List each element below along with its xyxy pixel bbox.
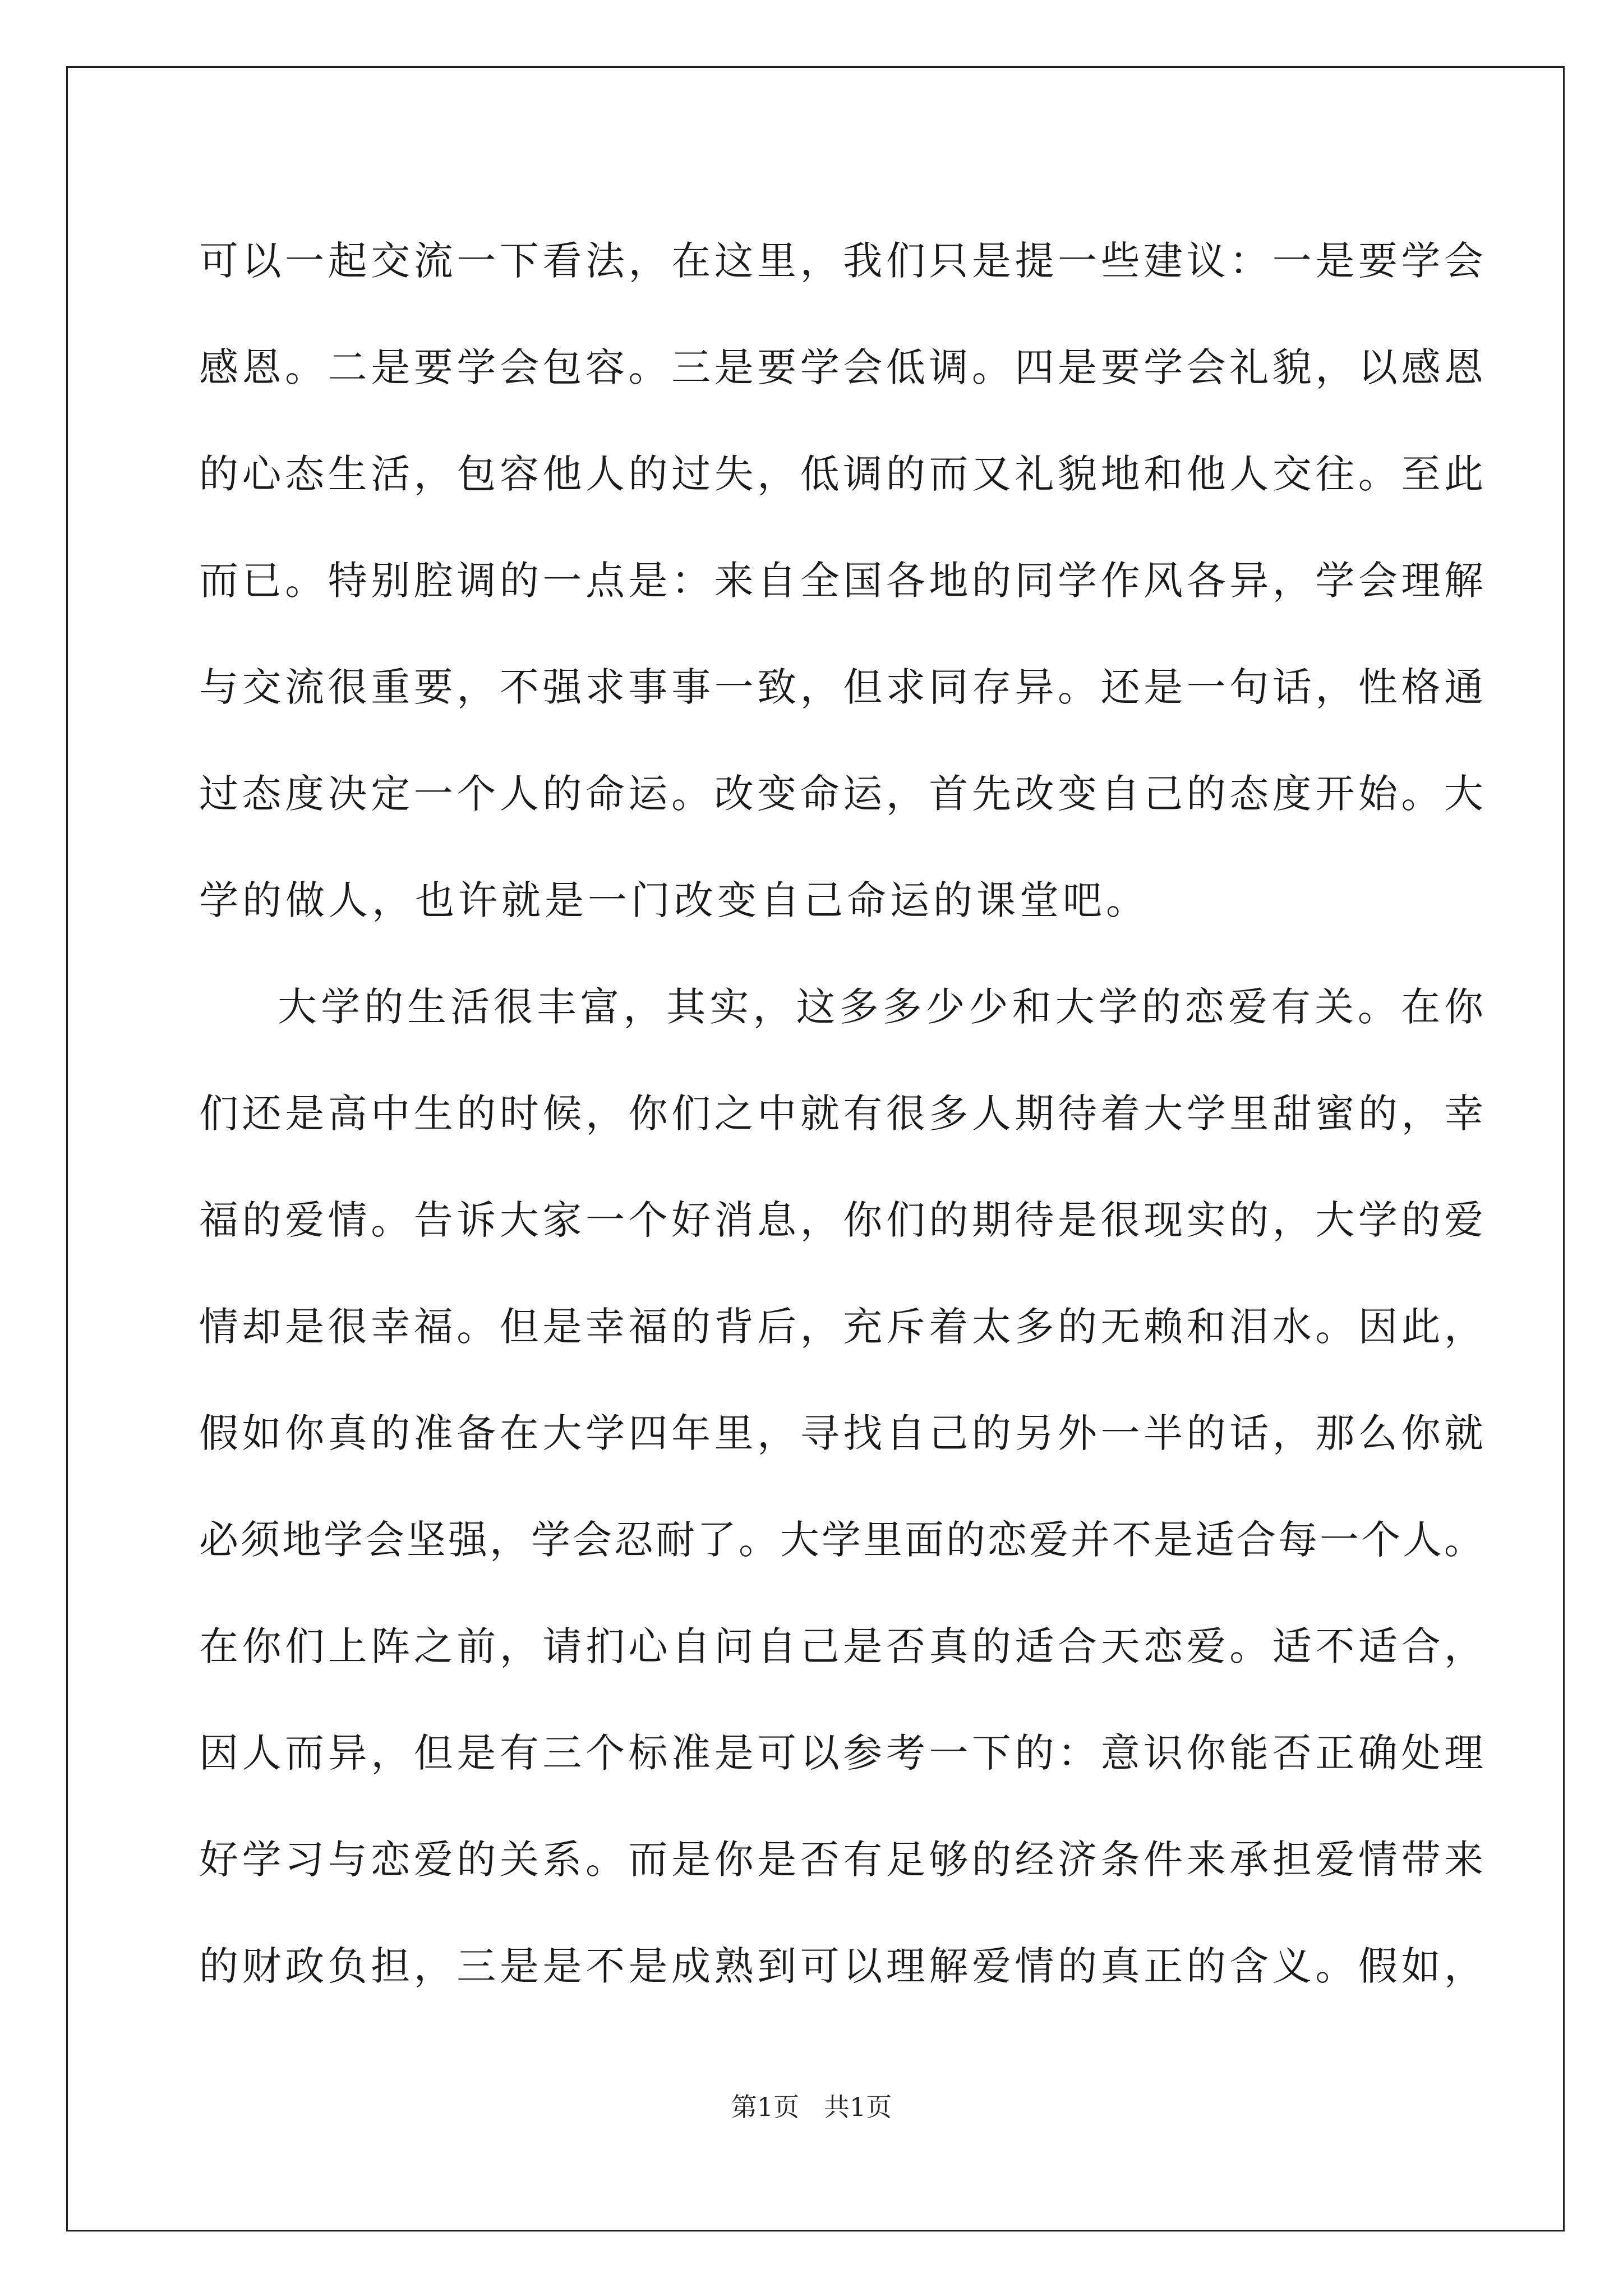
text-line: 的心态生活，包容他人的过失，低调的而又礼貌地和他人交往。至此 — [199, 451, 1483, 497]
page-footer: 第1页 共1页 — [731, 2092, 892, 2122]
text-line: 福的爱情。告诉大家一个好消息，你们的期待是很现实的，大学的爱 — [199, 1197, 1483, 1243]
text-line: 们还是高中生的时候，你们之中就有很多人期待着大学里甜蜜的，幸 — [199, 1091, 1483, 1137]
text-line: 过态度决定一个人的命运。改变命运，首先改变自己的态度开始。大 — [199, 771, 1483, 817]
text-line: 在你们上阵之前，请扪心自问自己是否真的适合天恋爱。适不适合， — [199, 1623, 1483, 1669]
text-line: 必须地学会坚强，学会忍耐了。大学里面的恋爱并不是适合每一个人。 — [199, 1517, 1483, 1563]
document-body — [199, 208, 1483, 2019]
text-line: 情却是很幸福。但是幸福的背后，充斥着太多的无赖和泪水。因此， — [199, 1304, 1483, 1350]
text-line: 假如你真的准备在大学四年里，寻找自己的另外一半的话，那么你就 — [199, 1410, 1483, 1456]
text-line: 感恩。二是要学会包容。三是要学会低调。四是要学会礼貌，以感恩 — [199, 344, 1483, 390]
text-line: 好学习与恋爱的关系。而是你是否有足够的经济条件来承担爱情带来 — [199, 1837, 1483, 1883]
text-line-paragraph-start: 大学的生活很丰富，其实，这多多少少和大学的恋爱有关。在你 — [278, 984, 1483, 1030]
text-line: 与交流很重要，不强求事事一致，但求同存异。还是一句话，性格通 — [199, 664, 1483, 710]
text-line: 而已。特别腔调的一点是：来自全国各地的同学作风各异，学会理解 — [199, 558, 1483, 604]
text-line: 可以一起交流一下看法，在这里，我们只是提一些建议：一是要学会 — [199, 238, 1483, 284]
text-line: 因人而异，但是有三个标准是可以参考一下的：意识你能否正确处理 — [199, 1730, 1483, 1776]
text-line-paragraph-end: 学的做人，也许就是一门改变自己命运的课堂吧。 — [199, 877, 1149, 923]
text-line: 的财政负担，三是是不是成熟到可以理解爱情的真正的含义。假如， — [199, 1943, 1483, 1989]
